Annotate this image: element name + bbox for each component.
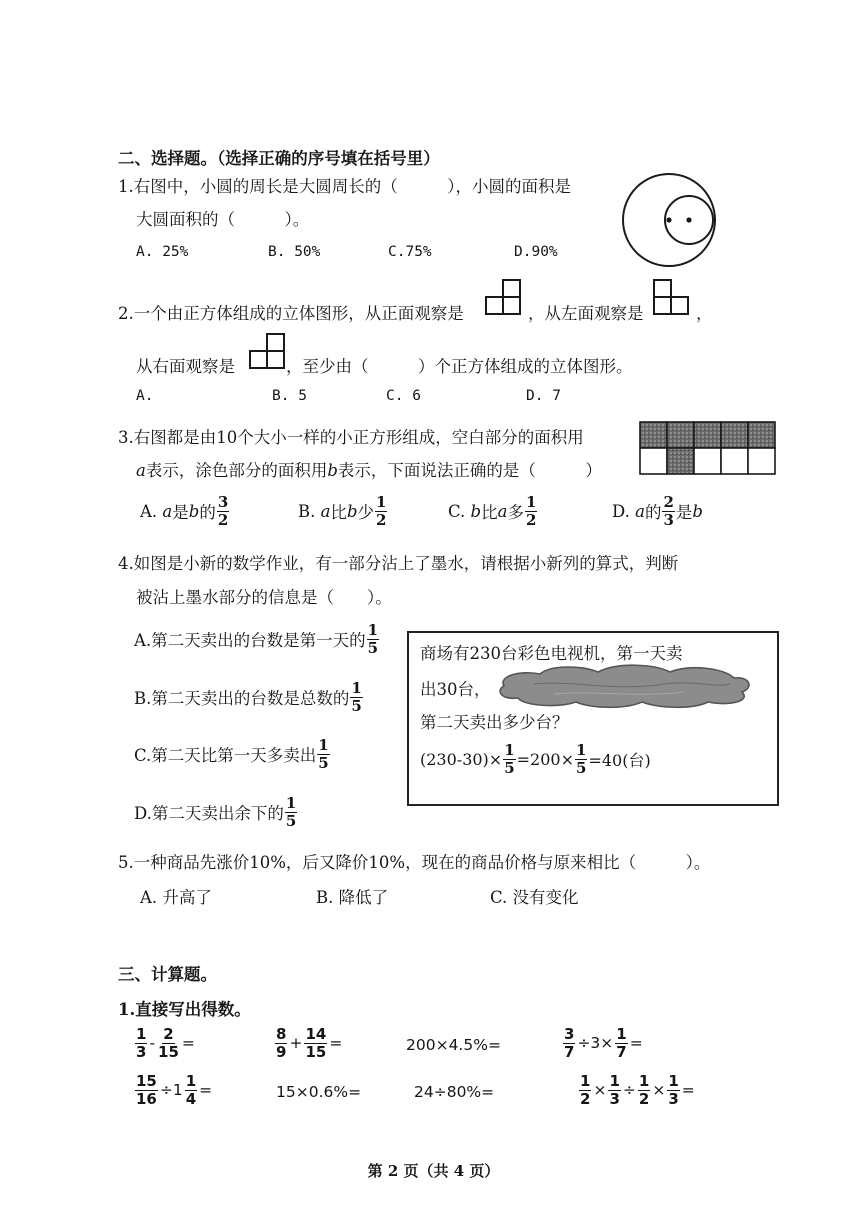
- q5-line1: 5.一种商品先涨价10%，后又降价10%，现在的商品价格与原来相比（ ）。: [118, 853, 711, 872]
- calc-r2-e2: 15×0.6%=: [276, 1083, 362, 1101]
- q1-option-c: C.75%: [388, 244, 432, 260]
- q2-line2b: ，至少由（ ）个正方体组成的立体图形。: [286, 357, 633, 376]
- q2-option-d: D. 7: [526, 388, 561, 404]
- q3-option-a: A. a 是 b 的 $\frac{3}{2}$: [140, 493, 229, 529]
- q3-option-d: D. a 的 $\frac{2}{3}$ 是 b: [612, 493, 703, 529]
- q3-option-b-fraction: $\frac{1}{2}$: [376, 493, 387, 529]
- q4-option-c-fraction: $\frac{1}{5}$: [318, 736, 329, 772]
- grid-cell-top-3: [694, 422, 721, 448]
- q2-line2a: 从右面观察是: [136, 357, 235, 376]
- grid-cell-bottom-2: [667, 448, 694, 474]
- q4-option-c: C.第二天比第一天多卖出 $\frac{1}{5}$: [134, 736, 329, 772]
- ink-blot: [494, 662, 756, 710]
- q2-option-a: A.: [136, 388, 154, 404]
- q4-option-b: B.第二天卖出的台数是总数的 $\frac{1}{5}$: [134, 679, 362, 715]
- calc-r2-e4: $\frac{1}{2}$ × $\frac{1}{3}$ ÷ $\frac{1}{2}$ × $\frac{1}{3}$ =: [580, 1072, 695, 1108]
- card-equation: (230-30)× $\frac{1}{5}$ =200× $\frac{1}{5}$ =40(台): [420, 741, 651, 777]
- q2-line1c: ，: [696, 304, 713, 323]
- calc-r1-e3: 200×4.5%=: [406, 1036, 501, 1054]
- page-footer: 第 2 页（共 4 页）: [367, 1162, 500, 1180]
- big-circle-center: [666, 217, 671, 222]
- front-view-icon: [484, 278, 522, 316]
- q3-option-a-fraction: $\frac{3}{2}$: [217, 493, 229, 529]
- section-3-q1-title: 1.直接写出得数。: [118, 1000, 251, 1019]
- q1-option-d: D.90%: [514, 244, 558, 260]
- q4-option-d: D.第二天卖出余下的 $\frac{1}{5}$: [134, 794, 297, 830]
- grid-cell-bottom-1: [640, 448, 667, 474]
- card-line1: 商场有230台彩色电视机，第一天卖: [420, 644, 683, 663]
- grid-cell-bottom-3: [694, 448, 721, 474]
- circles-figure: [620, 170, 720, 270]
- q3-line2: a表示，涂色部分的面积用b表示，下面说法正确的是（ ）: [136, 461, 602, 480]
- q4-option-d-fraction: $\frac{1}{5}$: [285, 794, 297, 830]
- card-fraction-2: $\frac{1}{5}$: [576, 741, 587, 777]
- q3-option-b: B. a 比 b 少 $\frac{1}{2}$: [298, 493, 387, 529]
- card-fraction-1: $\frac{1}{5}$: [504, 741, 515, 777]
- grid-figure: [638, 420, 778, 476]
- q2-option-b: B. 5: [272, 388, 307, 404]
- section-3-title: 三、计算题。: [118, 965, 217, 984]
- q2-line1b: ，从左面观察是: [528, 304, 644, 323]
- right-view-icon: [248, 332, 286, 370]
- q3-option-d-fraction: $\frac{2}{3}$: [663, 493, 674, 529]
- calc-r2-e3: 24÷80%=: [414, 1083, 495, 1101]
- grid-cell-bottom-4: [721, 448, 748, 474]
- grid-cell-top-5: [748, 422, 775, 448]
- q1-option-b: B. 50%: [268, 244, 321, 260]
- q4-option-b-fraction: $\frac{1}{5}$: [351, 679, 362, 715]
- grid-cell-top-1: [640, 422, 667, 448]
- q5-option-b: B. 降低了: [316, 888, 389, 907]
- grid-cell-top-4: [721, 422, 748, 448]
- small-circle-center: [686, 217, 691, 222]
- calc-r1-e2: $\frac{8}{9}$ + $\frac{14}{15}$ =: [276, 1025, 343, 1061]
- calc-r1-e4: $\frac{3}{7}$ ÷3× $\frac{1}{7}$ =: [564, 1025, 643, 1061]
- q2-option-c: C. 6: [386, 388, 421, 404]
- q4-line1: 4.如图是小新的数学作业，有一部分沾上了墨水，请根据小新列的算式，判断: [118, 554, 679, 573]
- q3-option-c-fraction: $\frac{1}{2}$: [525, 493, 537, 529]
- q3-option-c: C. b 比 a 多 $\frac{1}{2}$: [448, 493, 537, 529]
- grid-cell-top-2: [667, 422, 694, 448]
- q4-option-a: A.第二天卖出的台数是第一天的 $\frac{1}{5}$: [134, 621, 379, 657]
- calc-r1-e1: $\frac{1}{3}$ - $\frac{2}{15}$ =: [136, 1025, 195, 1061]
- calc-r2-e1: $\frac{15}{16}$ ÷1 $\frac{1}{4}$ =: [136, 1072, 213, 1108]
- q4-option-a-fraction: $\frac{1}{5}$: [367, 621, 379, 657]
- q3-line1: 3.右图都是由10个大小一样的小正方形组成，空白部分的面积用: [118, 428, 584, 447]
- q1-line2: 大圆面积的（ ）。: [136, 210, 310, 229]
- q1-option-a: A. 25%: [136, 244, 189, 260]
- q2-line1a: 2.一个由正方体组成的立体图形，从正面观察是: [118, 304, 464, 323]
- section-2-title: 二、选择题。（选择正确的序号填在括号里）: [118, 149, 440, 168]
- grid-cell-bottom-5: [748, 448, 775, 474]
- card-line3: 第二天卖出多少台？: [420, 713, 569, 732]
- q4-line2: 被沾上墨水部分的信息是（ ）。: [136, 588, 392, 607]
- left-view-icon: [652, 278, 690, 316]
- q5-option-c: C. 没有变化: [490, 888, 579, 907]
- q1-line1: 1.右图中，小圆的周长是大圆周长的（ ），小圆的面积是: [118, 177, 571, 196]
- card-line2: 出30台，: [420, 680, 491, 699]
- q5-option-a: A. 升高了: [140, 888, 212, 907]
